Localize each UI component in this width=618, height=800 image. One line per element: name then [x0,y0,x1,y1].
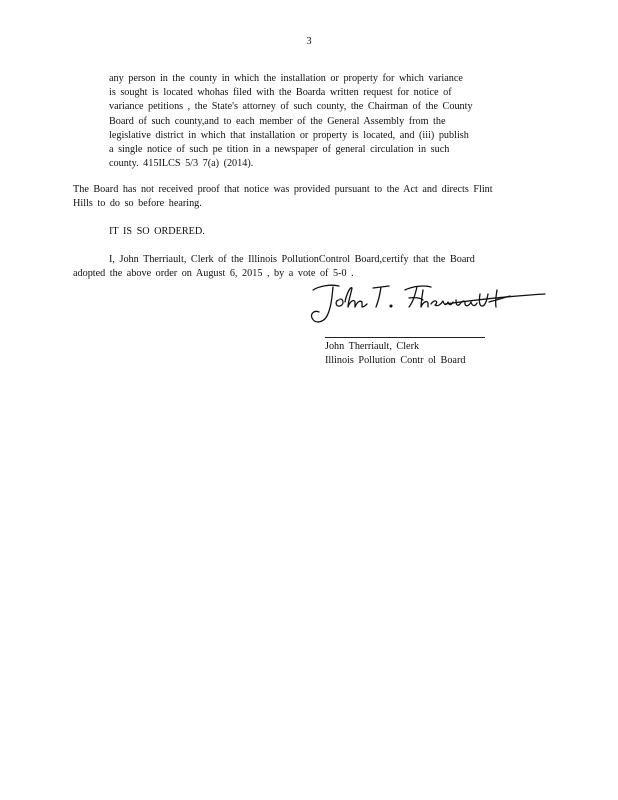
quote-line: legislative district in which that installation or property is located, and (iii) publish [109,129,469,141]
quote-line: variance petitions , the State's attorney of such county, the Chairman of the County [109,101,473,113]
page-number: 3 [306,36,312,47]
paragraph-line: Hills to do so before hearing. [73,198,202,210]
handwritten-signature [305,280,550,330]
paragraph-line: The Board has not received proof that notice was provided pursuant to the Act and directs Flint [73,184,493,195]
signature-line [325,337,485,338]
signature-image [305,280,550,330]
paragraph-line: I, John Therriault, Clerk of the Illinois PollutionControl Board,certify that the Board [109,254,475,265]
quote-line: Board of such county,and to each member of the General Assembly from the [109,115,446,127]
quote-line: is sought is located whohas filed with the Boarda written request for notice of [109,87,452,99]
quote-line: any person in the county in which the installation or property for which variance [109,73,463,84]
ordered-statement: IT IS SO ORDERED. [109,226,205,237]
certification-paragraph [73,253,475,282]
statutory-quote [109,72,509,171]
quote-line: a single notice of such pe tition in a newspaper of general circulation in such [109,144,450,156]
signer-name: John Therriault, Clerk [325,341,420,352]
notice-paragraph [73,183,493,212]
paragraph-line: adopted the above order on August 6, 2015 , by a vote of 5-0 . [73,268,354,280]
quote-line: county. 415ILCS 5/3 7(a) (2014). [109,158,254,170]
signer-organization: Illinois Pollution Contr ol Board [325,355,466,367]
signer-block [325,340,465,368]
